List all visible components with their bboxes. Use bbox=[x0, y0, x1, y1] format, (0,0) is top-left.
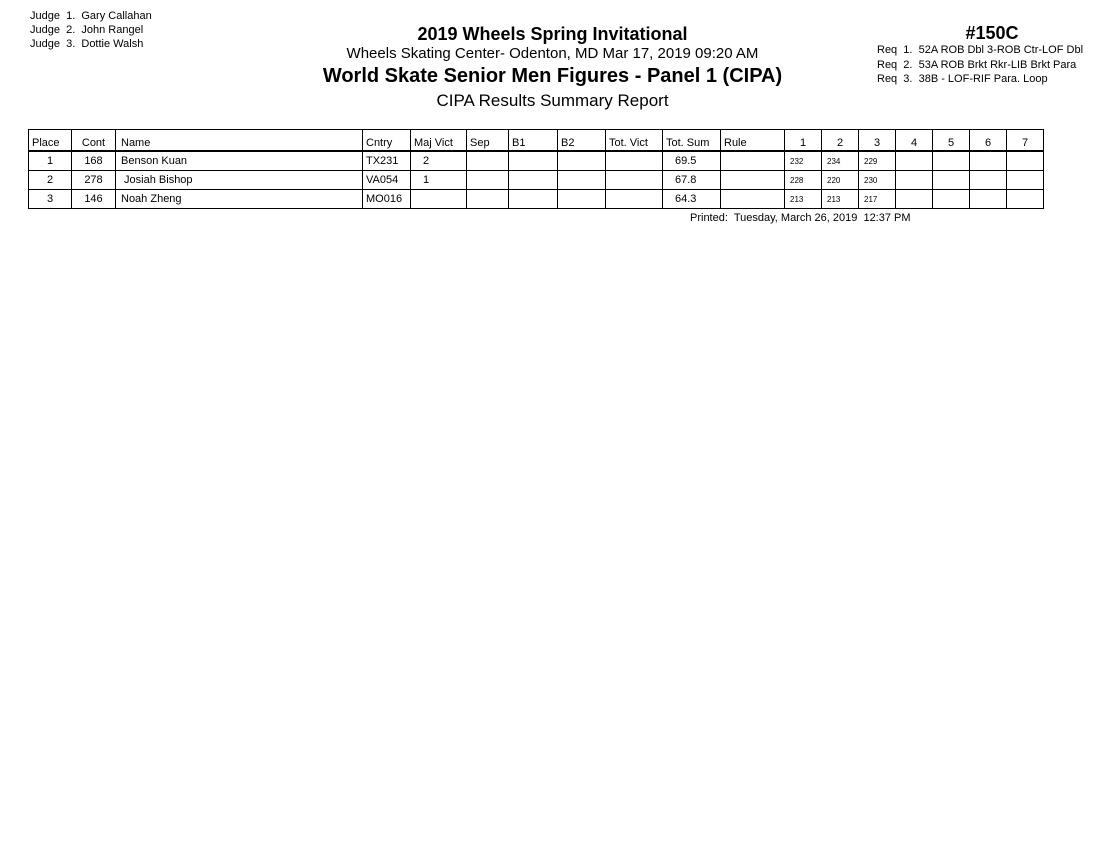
tot-sum-cell: 67.8 bbox=[663, 171, 721, 190]
judge-1-score: 232 bbox=[785, 151, 822, 171]
judge-7-score bbox=[1007, 151, 1044, 171]
col-header-judge-1: 1 bbox=[785, 130, 822, 152]
judge-2-score: 220 bbox=[822, 171, 859, 190]
judge-6-score bbox=[970, 190, 1007, 209]
judge-1-score: 228 bbox=[785, 171, 822, 190]
judge-5-score bbox=[933, 171, 970, 190]
name-cell: Josiah Bishop bbox=[116, 171, 363, 190]
b2-cell bbox=[558, 190, 606, 209]
cntry-cell: VA054 bbox=[363, 171, 411, 190]
col-header-place: Place bbox=[29, 130, 72, 152]
b1-cell bbox=[509, 171, 558, 190]
place-cell: 3 bbox=[29, 190, 72, 209]
requirements-list bbox=[877, 43, 1083, 87]
judge-6-score bbox=[970, 171, 1007, 190]
b2-cell bbox=[558, 151, 606, 171]
requirement-3: Req 3. 38B - LOF-RIF Para. Loop bbox=[877, 73, 1048, 85]
event-title: World Skate Senior Men Figures - Panel 1 (CIPA) bbox=[322, 65, 783, 87]
judge-3: Judge 3. Dottie Walsh bbox=[30, 38, 144, 50]
col-header-name: Name bbox=[116, 130, 363, 152]
judge-4-score bbox=[896, 151, 933, 171]
judges-list bbox=[30, 9, 152, 51]
judge-3-score: 230 bbox=[859, 171, 896, 190]
place-cell: 2 bbox=[29, 171, 72, 190]
rule-cell bbox=[721, 171, 785, 190]
col-header-judge-2: 2 bbox=[822, 130, 859, 152]
sep-cell bbox=[467, 190, 509, 209]
judge-3-score: 217 bbox=[859, 190, 896, 209]
b2-cell bbox=[558, 171, 606, 190]
cont-cell: 168 bbox=[72, 151, 116, 171]
col-header-judge-4: 4 bbox=[896, 130, 933, 152]
table-row bbox=[29, 190, 1044, 209]
cntry-cell: MO016 bbox=[363, 190, 411, 209]
judge-6-score bbox=[970, 151, 1007, 171]
col-header-rule: Rule bbox=[721, 130, 785, 152]
col-header-sep: Sep bbox=[467, 130, 509, 152]
tot-vict-cell bbox=[606, 171, 663, 190]
judge-2-score: 234 bbox=[822, 151, 859, 171]
tot-sum-cell: 64.3 bbox=[663, 190, 721, 209]
col-header-judge-6: 6 bbox=[970, 130, 1007, 152]
tot-sum-cell: 69.5 bbox=[663, 151, 721, 171]
judge-4-score bbox=[896, 171, 933, 190]
col-header-maj-vict: Maj Vict bbox=[411, 130, 467, 152]
col-header-b2: B2 bbox=[558, 130, 606, 152]
cont-cell: 278 bbox=[72, 171, 116, 190]
results-table bbox=[28, 129, 1044, 209]
printed-timestamp: Printed: Tuesday, March 26, 2019 12:37 PM bbox=[690, 212, 911, 224]
judge-3-score: 229 bbox=[859, 151, 896, 171]
competition-title: 2019 Wheels Spring Invitational bbox=[417, 24, 688, 44]
judge-4-score bbox=[896, 190, 933, 209]
col-header-b1: B1 bbox=[509, 130, 558, 152]
col-header-judge-3: 3 bbox=[859, 130, 896, 152]
col-header-judge-7: 7 bbox=[1007, 130, 1044, 152]
col-header-cont: Cont bbox=[72, 130, 116, 152]
col-header-tot-sum: Tot. Sum bbox=[663, 130, 721, 152]
rule-cell bbox=[721, 151, 785, 171]
rule-cell bbox=[721, 190, 785, 209]
event-number: #150C bbox=[965, 23, 1019, 43]
judge-1-score: 213 bbox=[785, 190, 822, 209]
table-row bbox=[29, 171, 1044, 190]
col-header-cntry: Cntry bbox=[363, 130, 411, 152]
judge-1: Judge 1. Gary Callahan bbox=[30, 10, 152, 22]
requirement-1: Req 1. 52A ROB Dbl 3-ROB Ctr-LOF Dbl bbox=[877, 44, 1084, 56]
judge-2-score: 213 bbox=[822, 190, 859, 209]
report-title: CIPA Results Summary Report bbox=[436, 91, 669, 110]
table-header-row bbox=[29, 130, 1044, 152]
judge-7-score bbox=[1007, 171, 1044, 190]
judge-5-score bbox=[933, 151, 970, 171]
b1-cell bbox=[509, 151, 558, 171]
table-row bbox=[29, 151, 1044, 171]
judge-7-score bbox=[1007, 190, 1044, 209]
col-header-tot-vict: Tot. Vict bbox=[606, 130, 663, 152]
judge-5-score bbox=[933, 190, 970, 209]
maj-vict-cell: 2 bbox=[411, 151, 467, 171]
col-header-judge-5: 5 bbox=[933, 130, 970, 152]
name-cell: Noah Zheng bbox=[116, 190, 363, 209]
maj-vict-cell bbox=[411, 190, 467, 209]
b1-cell bbox=[509, 190, 558, 209]
tot-vict-cell bbox=[606, 151, 663, 171]
judge-2: Judge 2. John Rangel bbox=[30, 24, 144, 36]
sep-cell bbox=[467, 171, 509, 190]
name-cell: Benson Kuan bbox=[116, 151, 363, 171]
tot-vict-cell bbox=[606, 190, 663, 209]
maj-vict-cell: 1 bbox=[411, 171, 467, 190]
sep-cell bbox=[467, 151, 509, 171]
cont-cell: 146 bbox=[72, 190, 116, 209]
requirement-2: Req 2. 53A ROB Brkt Rkr-LIB Brkt Para bbox=[877, 58, 1077, 71]
venue-line: Wheels Skating Center- Odenton, MD Mar 17, 2019 09:20 AM bbox=[346, 45, 759, 62]
place-cell: 1 bbox=[29, 151, 72, 171]
cntry-cell: TX231 bbox=[363, 151, 411, 171]
